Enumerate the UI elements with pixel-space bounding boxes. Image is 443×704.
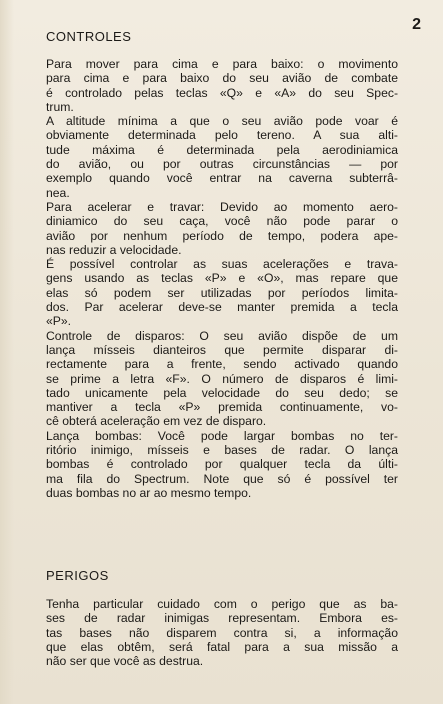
text-line: bombas é controlado por qualquer tecla da últi- — [46, 457, 398, 472]
text-line: nas reduzir a velocidade. — [46, 242, 182, 257]
text-line: tas bases não disparem contra si, a informação — [46, 625, 398, 640]
text-line: Para mover para cima e para baixo: o movimento — [46, 57, 398, 71]
text-line: que elas obtêm, será fatal para a sua missão a — [46, 639, 398, 654]
text-line: ritório inimigo, mísseis e bases de radar. O lança — [46, 443, 398, 458]
perigos-body — [46, 597, 398, 668]
text-line: dos. Par acelerar deve-se manter premida a tecla — [46, 300, 398, 315]
text-line: diniamico do seu caça, você não pode parar o — [46, 214, 398, 229]
text-line: obviamente determinada pelo tereno. A sua alti- — [46, 128, 398, 143]
text-line: «P». — [46, 314, 72, 329]
text-line: tado unicamente pela velocidade do seu dedo; se — [46, 385, 398, 400]
text-line: gens usando as teclas «P» e «O», mas repare que — [46, 271, 398, 286]
text-line: tude máxima é determinada pela aerodiniamica — [46, 142, 398, 157]
text-line: A altitude mínima a que o seu avião pode voar é — [46, 114, 398, 129]
text-line: mantiver a tecla «P» premida continuamente, vo- — [46, 400, 398, 415]
text-line: cê obterá aceleração em vez de disparo. — [46, 414, 267, 429]
text-line: exemplo quando você entrar na caverna subterrâ- — [46, 171, 398, 186]
text-line: é controlado pelas teclas «Q» e «A» do seu Spec- — [46, 85, 398, 100]
text-line: Lança bombas: Você pode largar bombas no ter- — [46, 428, 398, 443]
text-line: ma fila do Spectrum. Note que só é possível ter — [46, 471, 398, 486]
text-line: para cima e para baixo do seu avião de combate — [46, 71, 398, 86]
text-line: lança mísseis dianteiros que permite disparar di- — [46, 342, 398, 357]
page-number: 2 — [412, 16, 421, 33]
text-line: elas só podem ser utilizadas por períodos limita- — [46, 285, 398, 300]
text-line: não ser que você as destrua. — [46, 654, 204, 669]
text-line: Controle de disparos: O seu avião dispõe de um — [46, 328, 398, 343]
text-line: do avião, ou por outras circunstâncias — por — [46, 157, 398, 172]
section-heading-perigos: PERIGOS — [46, 568, 109, 583]
controles-body — [46, 57, 398, 500]
text-line: nea. — [46, 185, 70, 200]
text-line: se prime a letra «F». O número de disparos é limi- — [46, 371, 398, 386]
text-line: trum. — [46, 99, 74, 114]
text-line: avião por nenhum período de tempo, podera ape- — [46, 228, 398, 243]
section-heading-controles: CONTROLES — [46, 29, 132, 44]
text-line: duas bombas no ar ao mesmo tempo. — [46, 485, 252, 500]
text-line: ses de radar inimigas representam. Embora es- — [46, 611, 398, 626]
text-line: É possível controlar as suas acelerações e trava- — [46, 257, 398, 272]
text-line: Para acelerar e travar: Devido ao momento aero- — [46, 199, 398, 214]
text-line: rectamente para a frente, sendo activado quando — [46, 357, 398, 372]
text-line: Tenha particular cuidado com o perigo que as ba- — [46, 597, 398, 611]
